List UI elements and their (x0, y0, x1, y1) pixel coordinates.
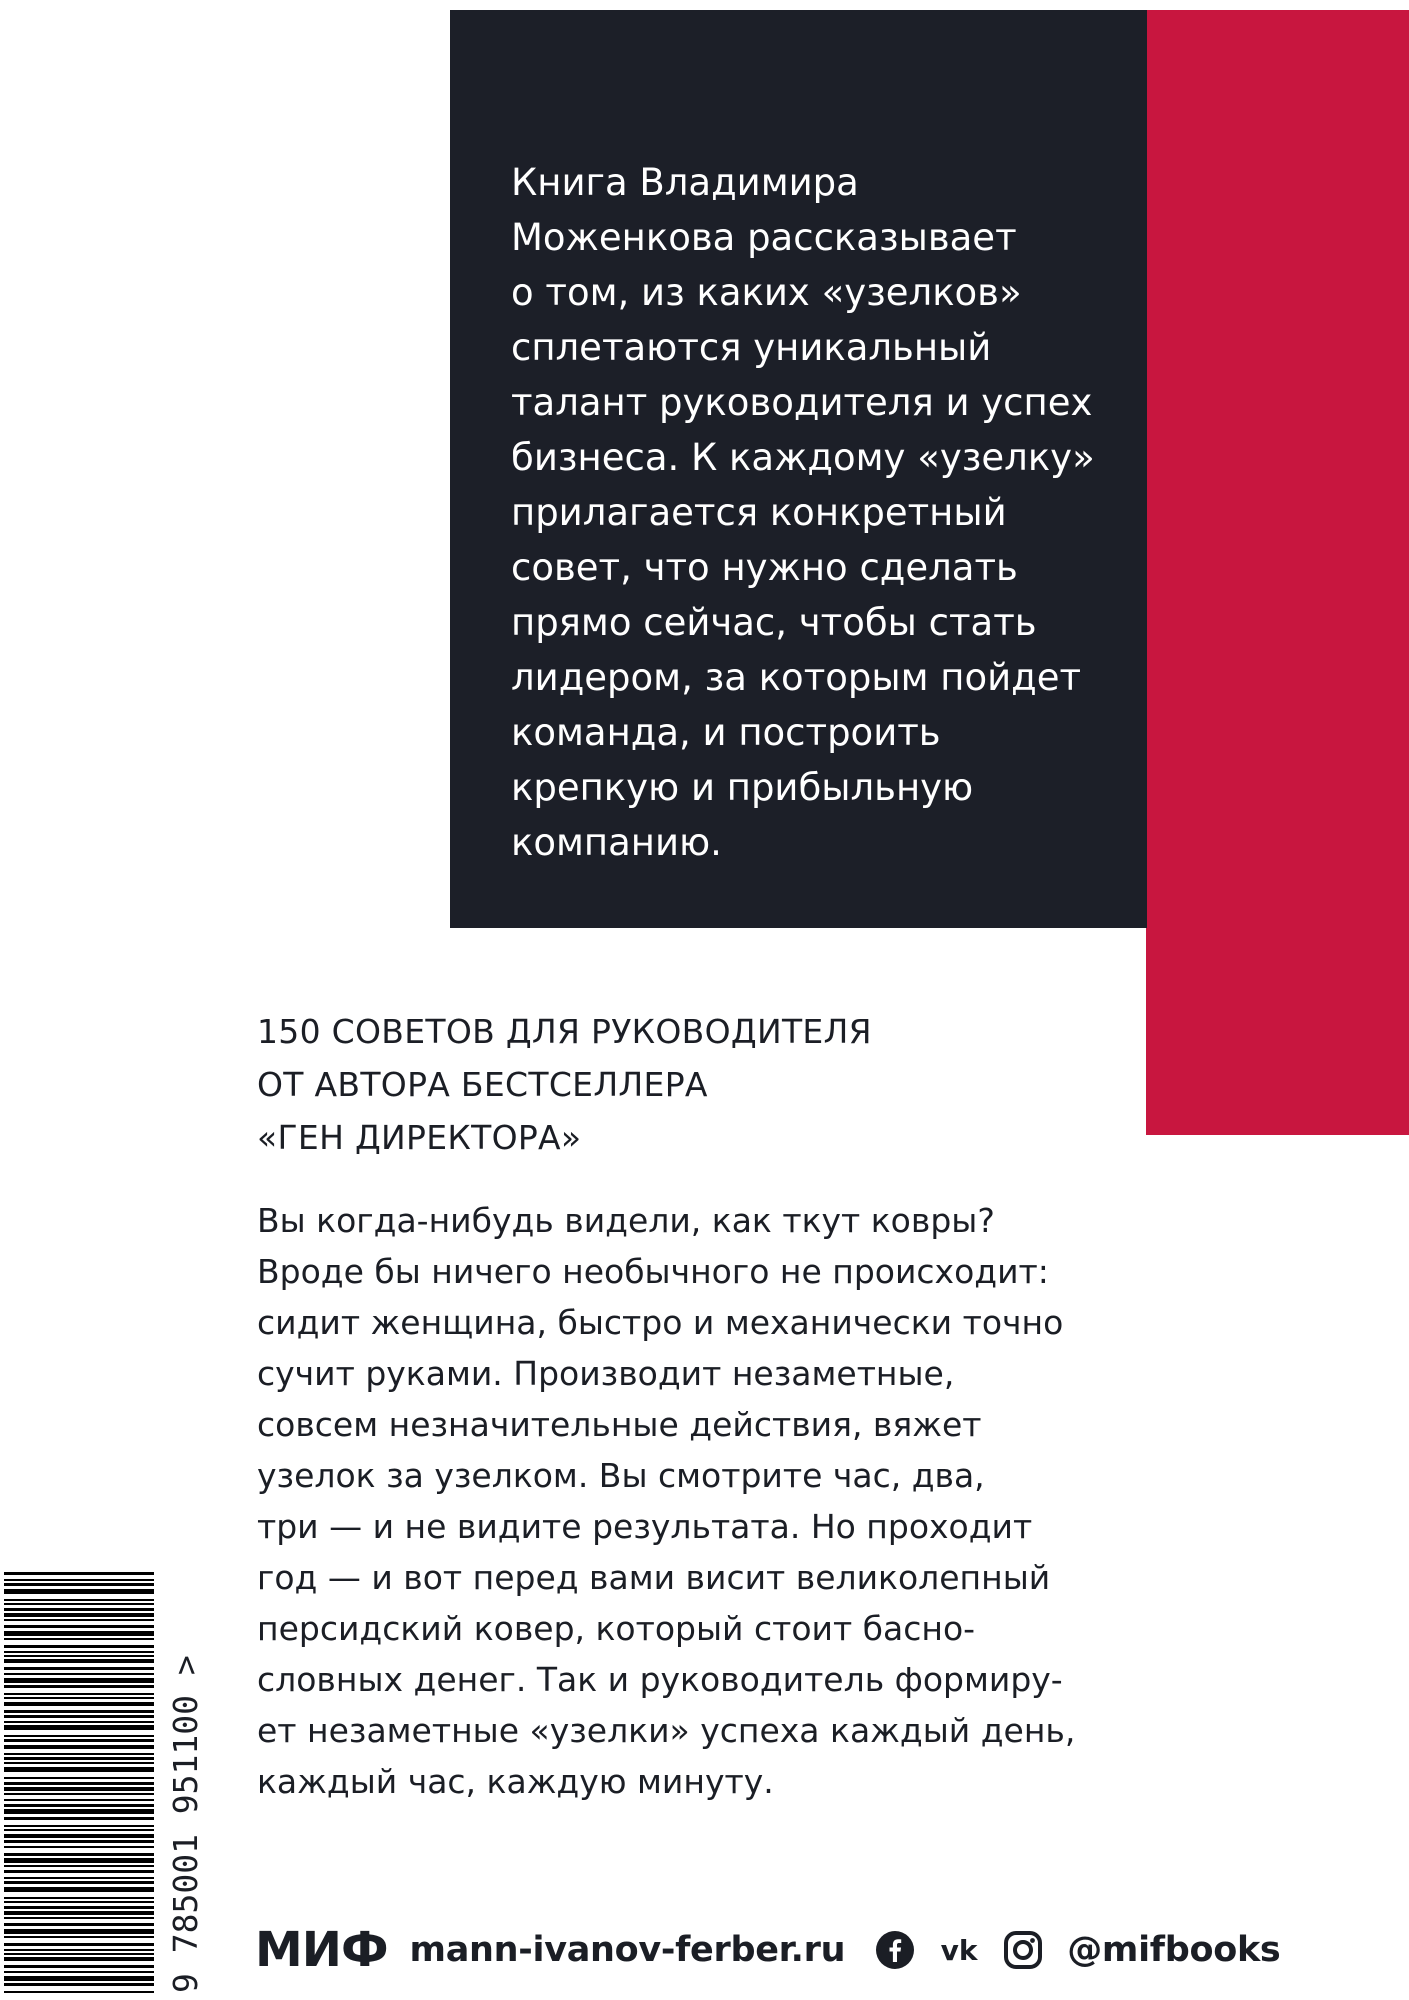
barcode-bar (4, 1603, 154, 1605)
description-line: бизнеса. К каждому «узелку» (511, 436, 1095, 479)
barcode-bar (4, 1702, 154, 1706)
description-line: Книга Владимира (511, 161, 859, 204)
barcode-bar (4, 1911, 154, 1915)
barcode-bar (4, 1877, 154, 1879)
barcode-bar (4, 1953, 154, 1955)
barcode-bar (4, 1725, 154, 1730)
body-line: ет незаметные «узелки» успеха каждый день, (257, 1711, 1076, 1750)
red-accent-panel (1146, 10, 1409, 1135)
barcode-bar (4, 1965, 154, 1968)
vk-icon[interactable] (939, 1930, 979, 1970)
barcode-bar (4, 1983, 154, 1986)
barcode-bar (4, 1735, 154, 1737)
barcode-bar (4, 1659, 154, 1663)
barcode-bar (4, 1870, 154, 1873)
barcode-bar (4, 1579, 154, 1581)
barcode-bar (4, 1762, 154, 1764)
barcode-bar (4, 1685, 154, 1688)
footer (255, 1922, 1280, 1978)
barcode-bar (4, 1943, 154, 1946)
barcode-bar (4, 1817, 154, 1820)
social-handle: @mifbooks (1067, 1930, 1281, 1970)
body-line: сидит женщина, быстро и механически точно (257, 1303, 1064, 1342)
barcode-bar (4, 1613, 154, 1617)
description-line: совет, что нужно сделать (511, 546, 1018, 589)
barcode-bar (4, 1858, 154, 1863)
description-line: талант руководителя и успех (511, 381, 1093, 424)
barcode-digits: 9 785001 951100 > (166, 1655, 205, 1993)
barcode-bar (4, 1923, 154, 1926)
barcode-bar (4, 1645, 154, 1648)
barcode-bar (4, 1655, 154, 1657)
barcode-bar (4, 1887, 154, 1892)
barcode-bar (4, 1957, 154, 1961)
description-line: компанию. (511, 821, 722, 864)
barcode-bar (4, 1753, 154, 1755)
barcode-bar (4, 1739, 154, 1742)
body-line: сучит руками. Производит незаметные, (257, 1354, 955, 1393)
barcode-bar (4, 1608, 154, 1611)
barcode-bar (4, 1917, 154, 1919)
body-line: каждый час, каждую минуту. (257, 1762, 774, 1801)
barcode-bar (4, 1865, 154, 1867)
barcode-bar (4, 1710, 154, 1713)
barcode-bar (4, 1745, 154, 1749)
barcode-bar (4, 1678, 154, 1683)
barcode-bar (4, 1929, 154, 1934)
barcode-bar (4, 1697, 154, 1699)
barcode-bar (4, 1834, 154, 1838)
barcode-bars (4, 1572, 154, 1993)
barcode-bar (4, 1991, 154, 1993)
barcode-bar (4, 1757, 154, 1760)
body-line: совсем незначительные действия, вяжет (257, 1405, 982, 1444)
body-line: Вы когда-нибудь видели, как ткут ковры? (257, 1201, 995, 1240)
barcode-bar (4, 1906, 154, 1909)
body-line: персидский ковер, который стоит басно- (257, 1609, 976, 1648)
subtitle-line: 150 СОВЕТОВ ДЛЯ РУКОВОДИТЕЛЯ (257, 1012, 872, 1051)
barcode-bar (4, 1667, 154, 1670)
barcode-bar (4, 1673, 154, 1675)
publisher-logo: МИФ (255, 1922, 388, 1978)
description-line: команда, и построить (511, 711, 941, 754)
body-line: три — и не видите результата. Но проходит (257, 1507, 1033, 1546)
body-paragraph (257, 1195, 1117, 1807)
svg-text:vk: vk (940, 1934, 978, 1967)
isbn-barcode (0, 1568, 205, 2000)
barcode-bar (4, 1589, 154, 1594)
instagram-icon[interactable] (1003, 1930, 1043, 1970)
barcode-bar (4, 1825, 154, 1827)
barcode-bar (4, 1782, 154, 1785)
barcode-bar (4, 1767, 154, 1772)
barcode-bar (4, 1599, 154, 1601)
subtitle-line: ОТ АВТОРА БЕСТСЕЛЛЕРА (257, 1065, 708, 1104)
barcode-bar (4, 1936, 154, 1938)
body-line: узелок за узелком. Вы смотрите час, два, (257, 1456, 985, 1495)
body-line: словных денег. Так и руководитель формиру- (257, 1660, 1063, 1699)
description-line: прилагается конкретный (511, 491, 1007, 534)
barcode-bar (4, 1715, 154, 1718)
book-subtitle (257, 1005, 957, 1164)
description-line: прямо сейчас, чтобы стать (511, 601, 1037, 644)
barcode-bar (4, 1651, 154, 1653)
barcode-bar (4, 1971, 154, 1973)
barcode-bar (4, 1881, 154, 1884)
description-line: крепкую и прибыльную (511, 766, 974, 809)
description-line: о том, из каких «узелков» (511, 271, 1022, 314)
barcode-bar (4, 1693, 154, 1695)
barcode-bar (4, 1625, 154, 1628)
barcode-bar (4, 1840, 154, 1843)
barcode-bar (4, 1976, 154, 1981)
barcode-bar (4, 1572, 154, 1575)
description-line: Моженкова рассказывает (511, 216, 1017, 259)
barcode-bar (4, 1787, 154, 1791)
book-description (511, 155, 1111, 870)
barcode-bar (4, 1804, 154, 1807)
barcode-bar (4, 1897, 154, 1899)
barcode-bar (4, 1809, 154, 1814)
barcode-bar (4, 1846, 154, 1848)
website-link[interactable]: mann-ivanov-ferber.ru (409, 1930, 846, 1970)
body-line: Вроде бы ничего необычного не происходит: (257, 1252, 1049, 1291)
barcode-bar (4, 1853, 154, 1856)
barcode-bar (4, 1829, 154, 1831)
barcode-bar (4, 1638, 154, 1640)
barcode-bar (4, 1901, 154, 1903)
barcode-bar (4, 1949, 154, 1951)
barcode-bar (4, 1631, 154, 1636)
description-line: лидером, за которым пойдет (511, 656, 1082, 699)
barcode-bar (4, 1777, 154, 1779)
body-line: год — и вот перед вами висит великолепный (257, 1558, 1051, 1597)
barcode-bar (4, 1583, 154, 1586)
barcode-bar (4, 1619, 154, 1621)
facebook-icon[interactable] (875, 1930, 915, 1970)
barcode-bar (4, 1793, 154, 1795)
description-line: сплетаются уникальный (511, 326, 992, 369)
barcode-bar (4, 1721, 154, 1723)
subtitle-line: «ГЕН ДИРЕКТОРА» (257, 1118, 582, 1157)
barcode-bar (4, 1799, 154, 1801)
